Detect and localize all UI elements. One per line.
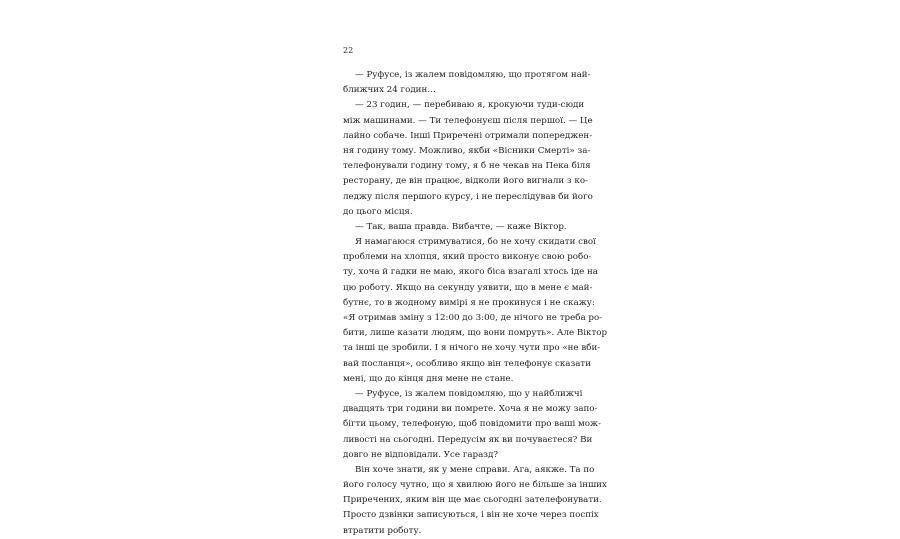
- page-number: 22: [343, 46, 354, 55]
- text-line: — Так, ваша правда. Вибачте, — каже Віктор.: [355, 221, 567, 232]
- text-line: Я намагаюся стримуватися, бо не хочу скидати свої: [355, 237, 596, 248]
- text-line: ресторану, де він працює, відколи його вигнали з ко-: [343, 176, 588, 187]
- text-line: мені, що до кінця дня мене не стане.: [343, 373, 514, 384]
- text-line: втратити роботу.: [343, 525, 422, 536]
- text-line: — Руфусе, із жалем повідомляю, що протягом най-: [355, 70, 591, 80]
- text-line: ливості на сьогодні. Передусім як ви почуваєтеся? Ви: [343, 434, 593, 445]
- text-line: між машинами. — Ти телефонуєш після першої. — Це: [343, 115, 593, 126]
- text-line: його голосу чутно, що я хвилюю його не більше за інших: [343, 480, 607, 491]
- text-line: Приречених, яким він ще має сьогодні зателефонувати.: [343, 495, 602, 506]
- text-line: ня годину тому. Можливо, якби «Вісники Смерті» за-: [343, 145, 591, 156]
- text-line: телефонували годину тому, я б не чекав на Пека біля: [343, 161, 591, 172]
- text-line: та інші це зробили. І я нічого не хочу чути про «не вби-: [343, 343, 601, 354]
- text-line: Просто дзвінки записуються, і він не хоче через поспіх: [343, 510, 599, 521]
- text-line: проблеми на хлопця, який просто виконує свою робо-: [343, 252, 592, 263]
- text-line: Він хоче знати, як у мене справи. Ага, аякже. Та по: [355, 464, 595, 475]
- text-line: ближчих 24 годин…: [343, 85, 436, 96]
- text-line: бігти цьому, телефоную, щоб повідомити про ваші мож-: [343, 419, 601, 430]
- text-line: бити, лише казати людям, що вони помруть». Але Віктор: [343, 328, 608, 339]
- text-line: бутнє, то в жодному вимірі я не прокинуся і не скажу:: [343, 297, 595, 308]
- text-line: «Я отримав зміну з 12:00 до 3:00, де нічого не треба ро-: [343, 313, 603, 323]
- text-line: лайно собаче. Інші Приречені отримали попереджен-: [343, 130, 593, 141]
- text-line: — 23 годин, — перебиваю я, крокуючи туди-сюди: [355, 100, 585, 111]
- text-line: леджу після першого курсу, і не переслідував би його: [343, 191, 593, 202]
- body-text: [343, 68, 608, 539]
- text-line: цю роботу. Якщо на секунду уявити, що в мене є май-: [343, 282, 593, 293]
- text-line: довго не відповідали. Усе гаразд?: [343, 449, 499, 460]
- text-line: — Руфусе, із жалем повідомляю, що у найближчі: [355, 388, 583, 399]
- text-line: двадцять три години ви помрете. Хоча я не можу запо-: [343, 404, 598, 415]
- text-line: до цього місця.: [343, 206, 413, 217]
- text-line: вай посланця», особливо якщо він телефонує сказати: [343, 358, 592, 369]
- text-line: ту, хоча й гадки не маю, якого біса взагалі хтось іде на: [343, 267, 598, 278]
